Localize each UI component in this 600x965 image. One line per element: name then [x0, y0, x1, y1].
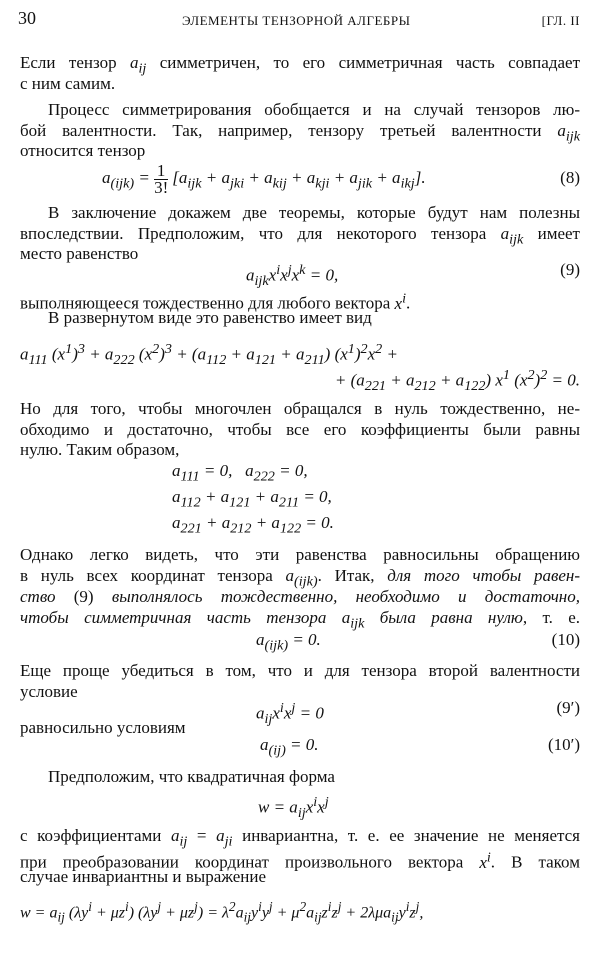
text-line: нулю. Таким образом,	[20, 440, 180, 459]
text-line: В заключение докажем две теоремы, которые будут нам полезны	[48, 203, 580, 222]
expanded-equation-line-2: + $(a_{221} + a_{212} + a_{122})$ $x^1$ $(x^2)^2 = 0$.	[334, 367, 580, 395]
text-line: в нуль всех координат тензора $a_{(ijk)}$. Итак, для того чтобы равен-	[20, 566, 581, 590]
text-line: В развернутом виде это равенство имеет вид	[48, 308, 372, 327]
running-title: ЭЛЕМЕНТЫ ТЕНЗОРНОЙ АЛГЕБРЫ	[182, 13, 411, 28]
text-line: обходимо и достаточно, чтобы все его коэффициенты были равны	[20, 420, 580, 439]
equation-label: (10′)	[547, 735, 580, 754]
text-line: впоследствии. Предположим, что для некоторого тензора $a_{ijk}$ имеет	[20, 224, 580, 248]
equation-label: (8)	[560, 168, 580, 187]
text-line: Еще проще убедиться в том, что и для тензора второй валентности	[20, 661, 580, 680]
system-equation-line-1: $a_{111} = 0$, $a_{222} = 0$,	[172, 461, 308, 485]
text-line: с коэффициентами $a_{ij} = a_{ji}$ инвариантна, т. е. ее значение не меняется	[20, 826, 581, 850]
text-line: Предположим, что квадратичная форма	[48, 767, 335, 786]
text-line: Но для того, чтобы многочлен обращался в нуль тождественно, не-	[20, 399, 580, 418]
text-line: чтобы симметричная часть тензора $a_{ijk}$ была равна нулю, т. е.	[20, 608, 580, 632]
text-line: Процесс симметрирования обобщается и на случай тензоров лю-	[48, 100, 580, 119]
equation-9-prime: $a_{ij}x^ix^j = 0$	[256, 700, 324, 728]
equation-last: $w = a_{ij}$ $(\lambda y^i + \mu z^i) (\lambda y^j + \mu z^j) = \lambda^2a_{ij}y^iy^j + \mu^2a_{ij}z^iz^j + 2\lambda\mu a_{ij}y^iz^j$,	[20, 899, 424, 925]
expanded-equation-line-1: $a_{111}$ $(x^1)^3 + a_{222}$ $(x^2)^3 + (a_{112} + a_{121} + a_{211}) (x^1)^2x^2$ +	[20, 341, 398, 369]
chapter-label: [ГЛ. II	[541, 13, 580, 28]
equation-10: $a_{(ijk)} = 0$.	[256, 630, 321, 654]
text-line: место равенство	[20, 244, 139, 263]
equation-label: (9′)	[556, 698, 580, 717]
text-line: при преобразовании координат произвольного вектора $x^i$. В таком	[20, 849, 580, 872]
text-line: Однако легко видеть, что эти равенства равносильны обращению	[20, 545, 580, 564]
page-number: 30	[18, 8, 36, 28]
system-equation-line-3: $a_{221} + a_{212} + a_{122} = 0$.	[172, 513, 334, 537]
text-line: бой валентности. Так, например, тензору третьей валентности $a_{ijk}$	[20, 121, 580, 145]
equation-8: $a_{(ijk)}$ = $\frac{1}{3!}$ $[a_{ijk} + a_{jki} + a_{kij} + a_{kji} + a_{jik} + a_{ikj}]$.	[102, 160, 426, 197]
equation-10-prime: $a_{(ij)} = 0$.	[260, 735, 319, 759]
text-line: выполняющееся тождественно для любого вектора $x^i$.	[20, 290, 411, 313]
system-equation-line-2: $a_{112} + a_{121} + a_{211} = 0$,	[172, 487, 332, 511]
text-line: случае инвариантны и выражение	[20, 867, 267, 886]
equation-label: (9)	[560, 260, 580, 279]
text-line: с ним самим.	[20, 74, 116, 93]
text-line: условие	[20, 682, 78, 701]
equation-9: $a_{ijk}x^ix^jx^k = 0$,	[246, 262, 339, 290]
equation-label: (10)	[551, 630, 580, 649]
text-line: относится тензор	[20, 141, 146, 160]
text-line: равносильно условиям	[20, 718, 186, 737]
text-line: Если тензор $a_{ij}$ симметричен, то его симметричная часть совпадает	[20, 53, 580, 77]
text-line: ство (9) выполнялось тождественно, необходимо и достаточно,	[20, 587, 580, 606]
equation-quadratic-form: $w = a_{ij}x^ix^j$	[258, 794, 329, 822]
